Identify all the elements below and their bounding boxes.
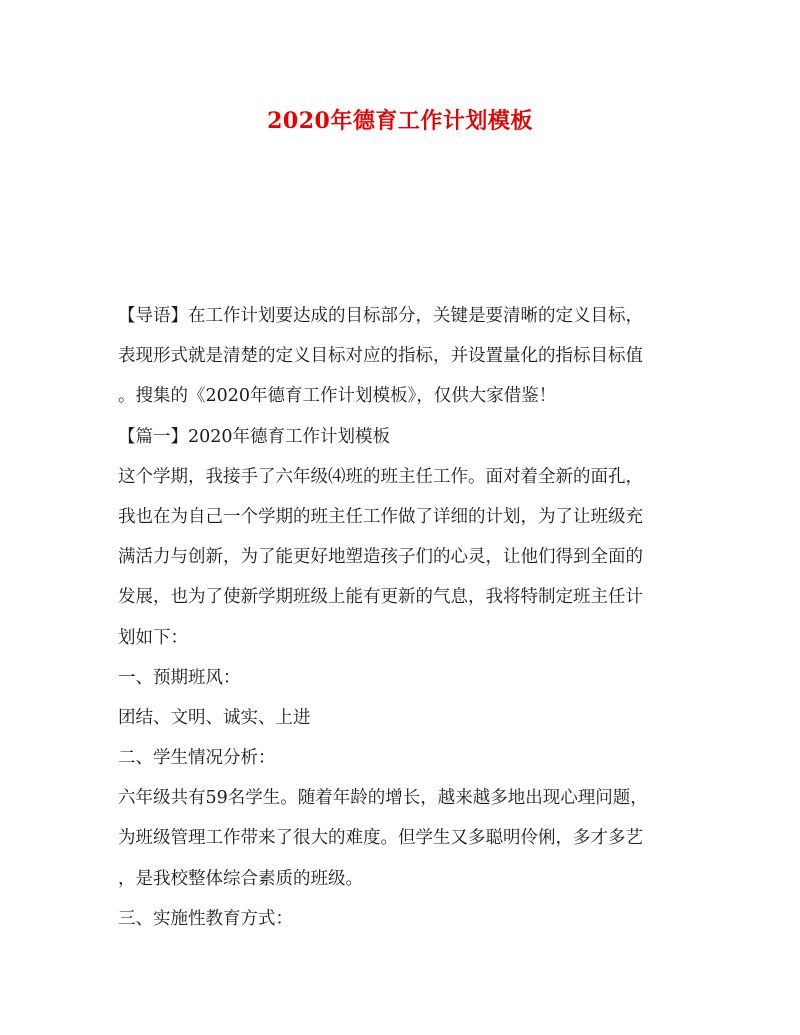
section-heading: 【篇一】2020年德育工作计划模板 [118,426,391,447]
body-line: 。搜集的《2020年德育工作计划模板》，仅供大家借鉴！ [118,386,557,407]
section-heading: 二、学生情况分析： [118,748,276,769]
body-line: 为班级管理工作带来了很大的难度。但学生又多聪明伶俐，多才多艺 [118,828,643,849]
section-heading: 一、预期班风： [118,667,241,688]
body-line: 表现形式就是清楚的定义目标对应的指标，并设置量化的指标目标值 [118,346,643,367]
body-line: ，是我校整体综合素质的班级。 [118,868,363,889]
body-line: 六年级共有59名学生。随着年龄的增长，越来越多地出现心理问题， [118,788,648,809]
section-heading: 三、实施性教育方式： [118,908,293,929]
body-line: 团结、文明、诚实、上进 [118,707,311,728]
body-line: 这个学期，我接手了六年级⑷班的班主任工作。面对着全新的面孔， [118,466,643,487]
body-line: 发展，也为了使新学期班级上能有更新的气息，我将特制定班主任计 [118,587,643,608]
document-body [118,296,678,939]
body-line: 我也在为自己一个学期的班主任工作做了详细的计划，为了让班级充 [118,506,643,527]
body-line: 划如下： [118,627,188,648]
document-title: 2020年德育工作计划模板 [267,108,533,134]
body-line: 满活力与创新，为了能更好地塑造孩子们的心灵，让他们得到全面的 [118,547,643,568]
body-line: 【导语】在工作计划要达成的目标部分，关键是要清晰的定义目标， [118,306,643,326]
